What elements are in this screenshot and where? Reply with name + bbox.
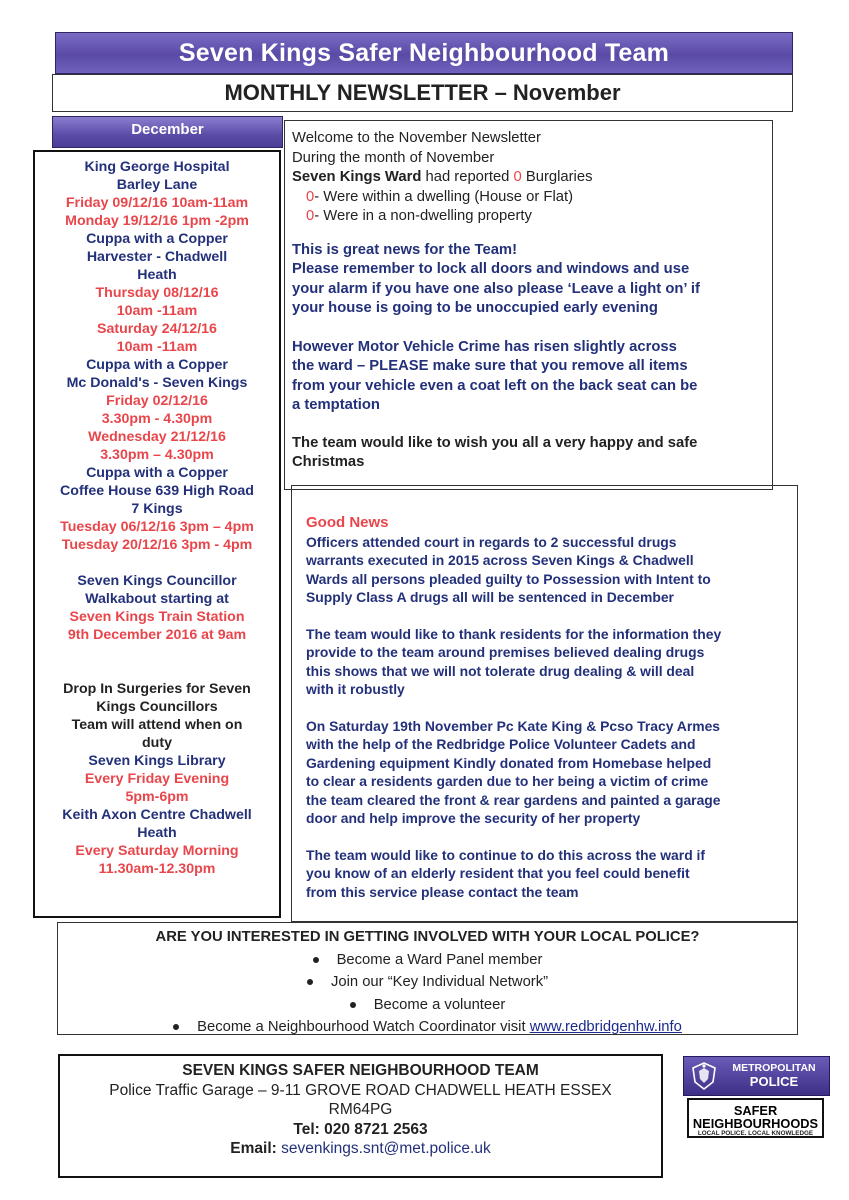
news-line: door and help improve the security of her property	[306, 810, 641, 826]
surgery-venue1-day: Every Friday Evening	[84, 771, 230, 787]
december-tab: December	[52, 116, 283, 148]
burglary-word: Burglaries	[521, 169, 593, 185]
surgery-line4: duty	[142, 735, 172, 751]
great-news-line: your alarm if you have one also please ‘Leave a light on’ if	[292, 280, 700, 297]
surgery-venue2-line2: Heath	[137, 825, 177, 841]
event2-date1: Thursday 08/12/16	[95, 285, 219, 301]
get-involved-box	[57, 922, 798, 1035]
event5-title-line1: Seven Kings Councillor	[77, 573, 237, 589]
event1-venue-line1: King George Hospital	[84, 159, 230, 175]
logo-neighbourhoods: NEIGHBOURHOODS	[692, 1116, 819, 1131]
news-line: Wards all persons pleaded guilty to Possession with Intent to	[306, 570, 711, 587]
event4-venue-line1: Coffee House 639 High Road	[60, 483, 254, 499]
contact-box	[58, 1054, 663, 1178]
burglary-count: 0	[513, 169, 522, 185]
news-line: Supply Class A drugs all will be sentenced in December	[306, 589, 674, 605]
event3-time2: 3.30pm – 4.30pm	[100, 447, 214, 463]
good-news-heading: Good News	[306, 514, 389, 531]
involve-item	[58, 1016, 797, 1039]
motor-line: a temptation	[292, 397, 380, 413]
event5-place: Seven Kings Train Station	[69, 609, 245, 625]
event2-time2: 10am -11am	[116, 339, 198, 355]
welcome-line1: Welcome to the November Newsletter	[292, 130, 541, 146]
involve-item-text: Become a Neighbourhood Watch Coordinator visit	[197, 1019, 530, 1035]
news-paragraph-3	[306, 717, 797, 828]
bullet-icon	[350, 1002, 356, 1008]
involve-item	[58, 949, 797, 972]
reported-text: had reported	[421, 169, 514, 185]
surgery-venue2-time: 11.30am-12.30pm	[98, 861, 216, 877]
police-crest-icon	[691, 1062, 717, 1090]
event2-title: Cuppa with a Copper	[86, 231, 228, 247]
nondwelling-text: - Were in a non-dwelling property	[314, 208, 532, 224]
welcome-box	[284, 120, 773, 490]
news-line: The team would like to thank residents for the information they	[306, 625, 722, 642]
wish-line: Christmas	[292, 454, 365, 470]
logo-safer: SAFER	[733, 1103, 778, 1118]
newsletter-title-banner: Seven Kings Safer Neighbourhood Team	[55, 32, 793, 74]
newsletter-subtitle: MONTHLY NEWSLETTER – November	[52, 74, 793, 112]
event4-time2: Tuesday 20/12/16 3pm - 4pm	[61, 537, 253, 553]
involve-item-text: Join our “Key Individual Network”	[330, 974, 549, 990]
great-news-line: This is great news for the Team!	[292, 241, 518, 258]
event3-date1: Friday 02/12/16	[106, 393, 208, 409]
burglary-summary	[292, 168, 772, 188]
bullet-icon	[313, 957, 319, 963]
christmas-wish	[292, 434, 772, 473]
event2-time1: 10am -11am	[116, 303, 198, 319]
involve-item-text: Become a volunteer	[373, 996, 506, 1013]
logo-bottom-band	[687, 1098, 824, 1138]
news-line: this shows that we will not tolerate drug dealing & will deal	[306, 662, 695, 679]
nondwelling-count: 0	[306, 208, 315, 224]
news-paragraph-4	[306, 846, 797, 902]
news-line: On Saturday 19th November Pc Kate King & Pcso Tracy Armes	[306, 717, 721, 734]
events-panel	[33, 150, 281, 918]
redbridge-nhw-link[interactable]: www.redbridgenhw.info	[529, 1019, 682, 1035]
event1-venue-line2: Barley Lane	[116, 177, 198, 193]
involve-item-text: Become a Ward Panel member	[336, 951, 543, 968]
dwelling-count: 0	[306, 188, 315, 205]
logo-police: POLICE	[749, 1074, 799, 1089]
event2-venue-line2: Heath	[137, 267, 177, 283]
involve-item	[58, 994, 797, 1017]
bullet-icon	[307, 979, 313, 985]
logo-metropolitan: METROPOLITAN	[732, 1062, 816, 1074]
involve-item	[58, 971, 797, 994]
news-line: you know of an elderly resident that you feel could benefit	[306, 865, 690, 881]
email-address[interactable]: sevenkings.snt@met.police.uk	[276, 1140, 491, 1157]
contact-telephone: Tel: 020 8721 2563	[293, 1120, 428, 1138]
contact-address-line1: Police Traffic Garage – 9-11 GROVE ROAD CHADWELL HEATH ESSEX	[109, 1081, 612, 1099]
motor-line: from your vehicle even a coat left on the back seat can be	[292, 377, 698, 394]
event3-venue: Mc Donald's - Seven Kings	[66, 375, 248, 391]
surgery-line2: Kings Councillors	[96, 699, 218, 715]
dwelling-line	[292, 188, 772, 208]
event3-date2: Wednesday 21/12/16	[88, 429, 226, 445]
motor-line: However Motor Vehicle Crime has risen slightly across	[292, 338, 677, 355]
news-line: to clear a residents garden due to her being a victim of crime	[306, 773, 709, 789]
get-involved-question: ARE YOU INTERESTED IN GETTING INVOLVED WITH YOUR LOCAL POLICE?	[155, 929, 700, 945]
logo-top-band	[683, 1056, 830, 1096]
event2-venue-line1: Harvester - Chadwell	[86, 249, 228, 265]
news-line: with it robustly	[306, 681, 405, 697]
surgery-venue2-day: Every Saturday Morning	[75, 843, 239, 859]
bullet-icon	[173, 1024, 179, 1030]
surgery-venue1-time: 5pm-6pm	[125, 789, 189, 805]
event5-when: 9th December 2016 at 9am	[67, 627, 247, 643]
surgery-line3: Team will attend when on	[71, 717, 243, 733]
event1-time2: Monday 19/12/16 1pm -2pm	[65, 213, 249, 229]
news-line: from this service please contact the team	[306, 883, 579, 900]
news-paragraph-1	[306, 533, 797, 607]
nondwelling-line	[292, 207, 772, 227]
event4-time1: Tuesday 06/12/16 3pm – 4pm	[60, 519, 254, 535]
email-label: Email:	[230, 1140, 277, 1157]
event1-time1: Friday 09/12/16 10am-11am	[65, 195, 249, 211]
great-news-line: your house is going to be unoccupied early evening	[292, 300, 658, 316]
event3-title: Cuppa with a Copper	[86, 357, 228, 373]
ward-name: Seven Kings Ward	[292, 169, 422, 185]
event4-title: Cuppa with a Copper	[86, 465, 228, 481]
event3-time1: 3.30pm - 4.30pm	[101, 411, 213, 427]
contact-team-name: SEVEN KINGS SAFER NEIGHBOURHOOD TEAM	[182, 1062, 539, 1079]
contact-email-line	[60, 1139, 661, 1159]
welcome-line2: During the month of November	[292, 149, 495, 166]
news-line: Officers attended court in regards to 2 successful drugs	[306, 533, 677, 550]
logo-tagline: LOCAL POLICE. LOCAL KNOWLEDGE	[697, 1130, 814, 1137]
news-line: Gardening equipment Kindly donated from Homebase helped	[306, 754, 712, 771]
great-news-line: Please remember to lock all doors and windows and use	[292, 261, 690, 277]
motor-crime-paragraph	[292, 338, 772, 416]
wish-line: The team would like to wish you all a very happy and safe	[292, 434, 698, 451]
news-line: provide to the team around premises believed dealing drugs	[306, 644, 705, 660]
good-news-box	[291, 485, 798, 922]
news-line: the team cleared the front & rear gardens and painted a garage	[306, 791, 721, 808]
great-news-paragraph	[292, 241, 772, 319]
surgery-venue1: Seven Kings Library	[88, 753, 226, 769]
news-line: with the help of the Redbridge Police Volunteer Cadets and	[306, 736, 696, 752]
surgery-line1: Drop In Surgeries for Seven	[63, 681, 251, 697]
met-police-safer-neighbourhoods-logo	[683, 1056, 828, 1142]
news-line: The team would like to continue to do this across the ward if	[306, 846, 706, 863]
event4-venue-line2: 7 Kings	[131, 501, 183, 517]
news-paragraph-2	[306, 625, 797, 699]
news-line: warrants executed in 2015 across Seven Kings & Chadwell	[306, 552, 694, 568]
surgery-venue2-line1: Keith Axon Centre Chadwell	[62, 807, 252, 823]
contact-address-line2: RM64PG	[328, 1101, 393, 1118]
event2-date2: Saturday 24/12/16	[97, 321, 217, 337]
dwelling-text: - Were within a dwelling (House or Flat)	[314, 188, 573, 205]
event5-title-line2: Walkabout starting at	[85, 591, 229, 607]
motor-line: the ward – PLEASE make sure that you remove all items	[292, 358, 688, 374]
